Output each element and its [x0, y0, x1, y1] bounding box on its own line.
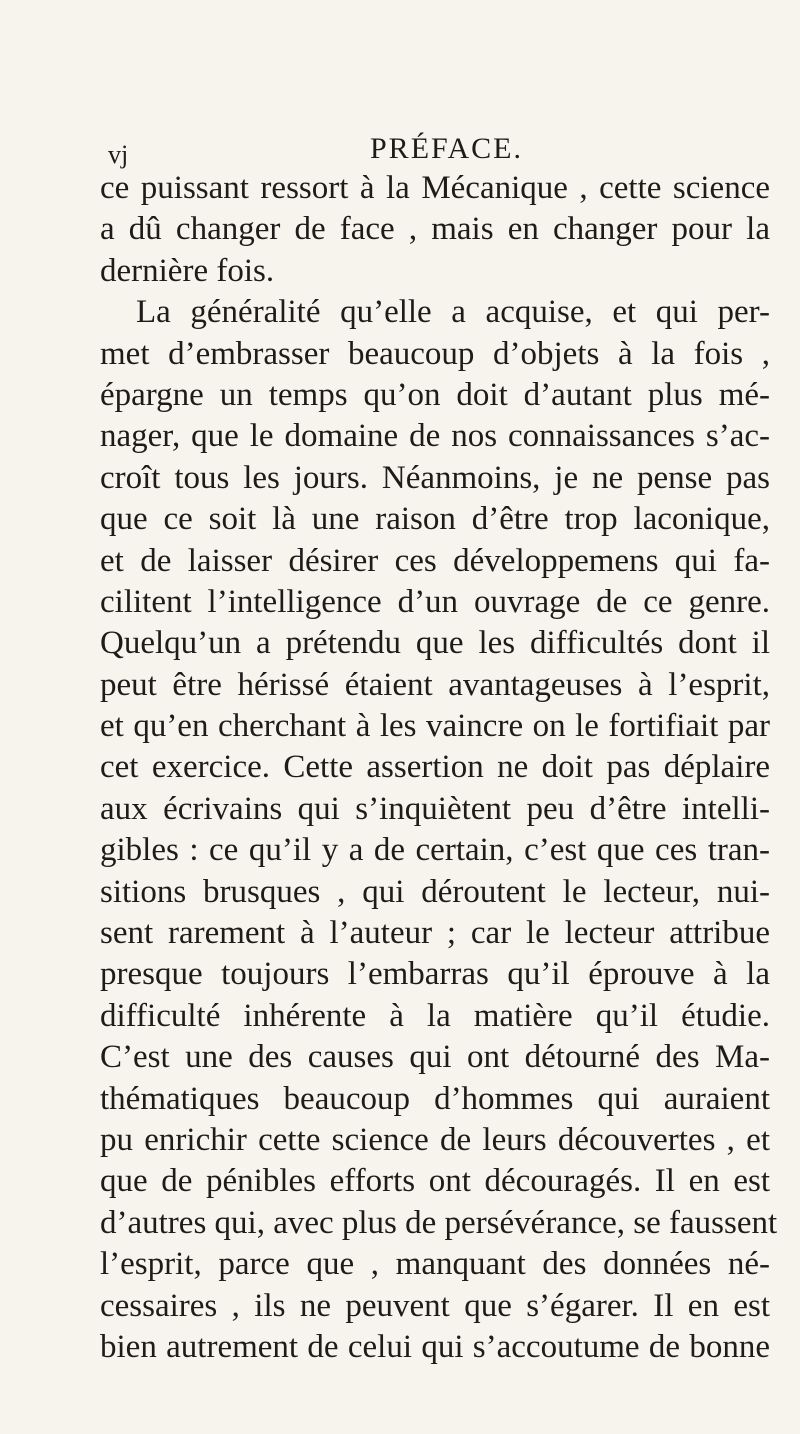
text-line: C’est une des causes qui ont détourné des Ma-	[100, 1039, 770, 1076]
text-line: aux écrivains qui s’inquiètent peu d’être intelli-	[100, 790, 770, 827]
text-line: peut être hérissé étaient avantageuses à l’esprit,	[100, 666, 770, 703]
text-line: et qu’en cherchant à les vaincre on le fortifiait par	[100, 708, 770, 745]
text-line: Quelqu’un a prétendu que les difficultés dont il	[100, 625, 770, 662]
text-line: ce puissant ressort à la Mécanique , cette science	[100, 170, 770, 206]
text-line: que de pénibles efforts ont découragés. Il en est	[100, 1163, 770, 1200]
running-head	[100, 132, 780, 172]
text-line: bien autrement de celui qui s’accoutume de bonne	[100, 1328, 770, 1365]
text-line: presque toujours l’embarras qu’il éprouve à la	[100, 956, 770, 993]
text-line: a dû changer de face , mais en changer pour la	[100, 211, 770, 248]
body-text	[100, 168, 778, 1368]
text-line: d’autres qui, avec plus de persévérance, se faussent	[100, 1204, 778, 1241]
text-line: sitions brusques , qui déroutent le lecteur, nui-	[100, 873, 770, 910]
text-line: difficulté inhérente à la matière qu’il étudie.	[100, 997, 770, 1034]
text-line: pu enrichir cette science de leurs découvertes , et	[100, 1121, 770, 1158]
running-title: PRÉFACE.	[370, 132, 523, 165]
text-line: croît tous les jours. Néanmoins, je ne pense pas	[100, 459, 770, 496]
text-line: gibles : ce qu’il y a de certain, c’est que ces tran-	[100, 832, 770, 869]
text-line: que ce soit là une raison d’être trop laconique,	[100, 501, 770, 538]
text-line: nager, que le domaine de nos connaissances s’ac-	[100, 418, 770, 455]
text-line: cessaires , ils ne peuvent que s’égarer. Il en est	[100, 1287, 770, 1324]
page-number: vj	[108, 140, 129, 169]
text-line: et de laisser désirer ces développemens qui fa-	[100, 542, 770, 579]
text-line: épargne un temps qu’on doit d’autant plus mé-	[100, 376, 770, 413]
text-line: La généralité qu’elle a acquise, et qui per-	[136, 294, 770, 331]
text-line: dernière fois.	[100, 252, 275, 289]
text-line: met d’embrasser beaucoup d’objets à la fois ,	[100, 335, 770, 372]
text-line: l’esprit, parce que , manquant des données né-	[100, 1246, 770, 1283]
text-line: cet exercice. Cette assertion ne doit pas déplaire	[100, 749, 770, 786]
text-line: thématiques beaucoup d’hommes qui auraient	[100, 1080, 770, 1117]
text-line: cilitent l’intelligence d’un ouvrage de ce genre.	[100, 583, 770, 620]
text-line: sent rarement à l’auteur ; car le lecteur attribue	[100, 915, 770, 952]
